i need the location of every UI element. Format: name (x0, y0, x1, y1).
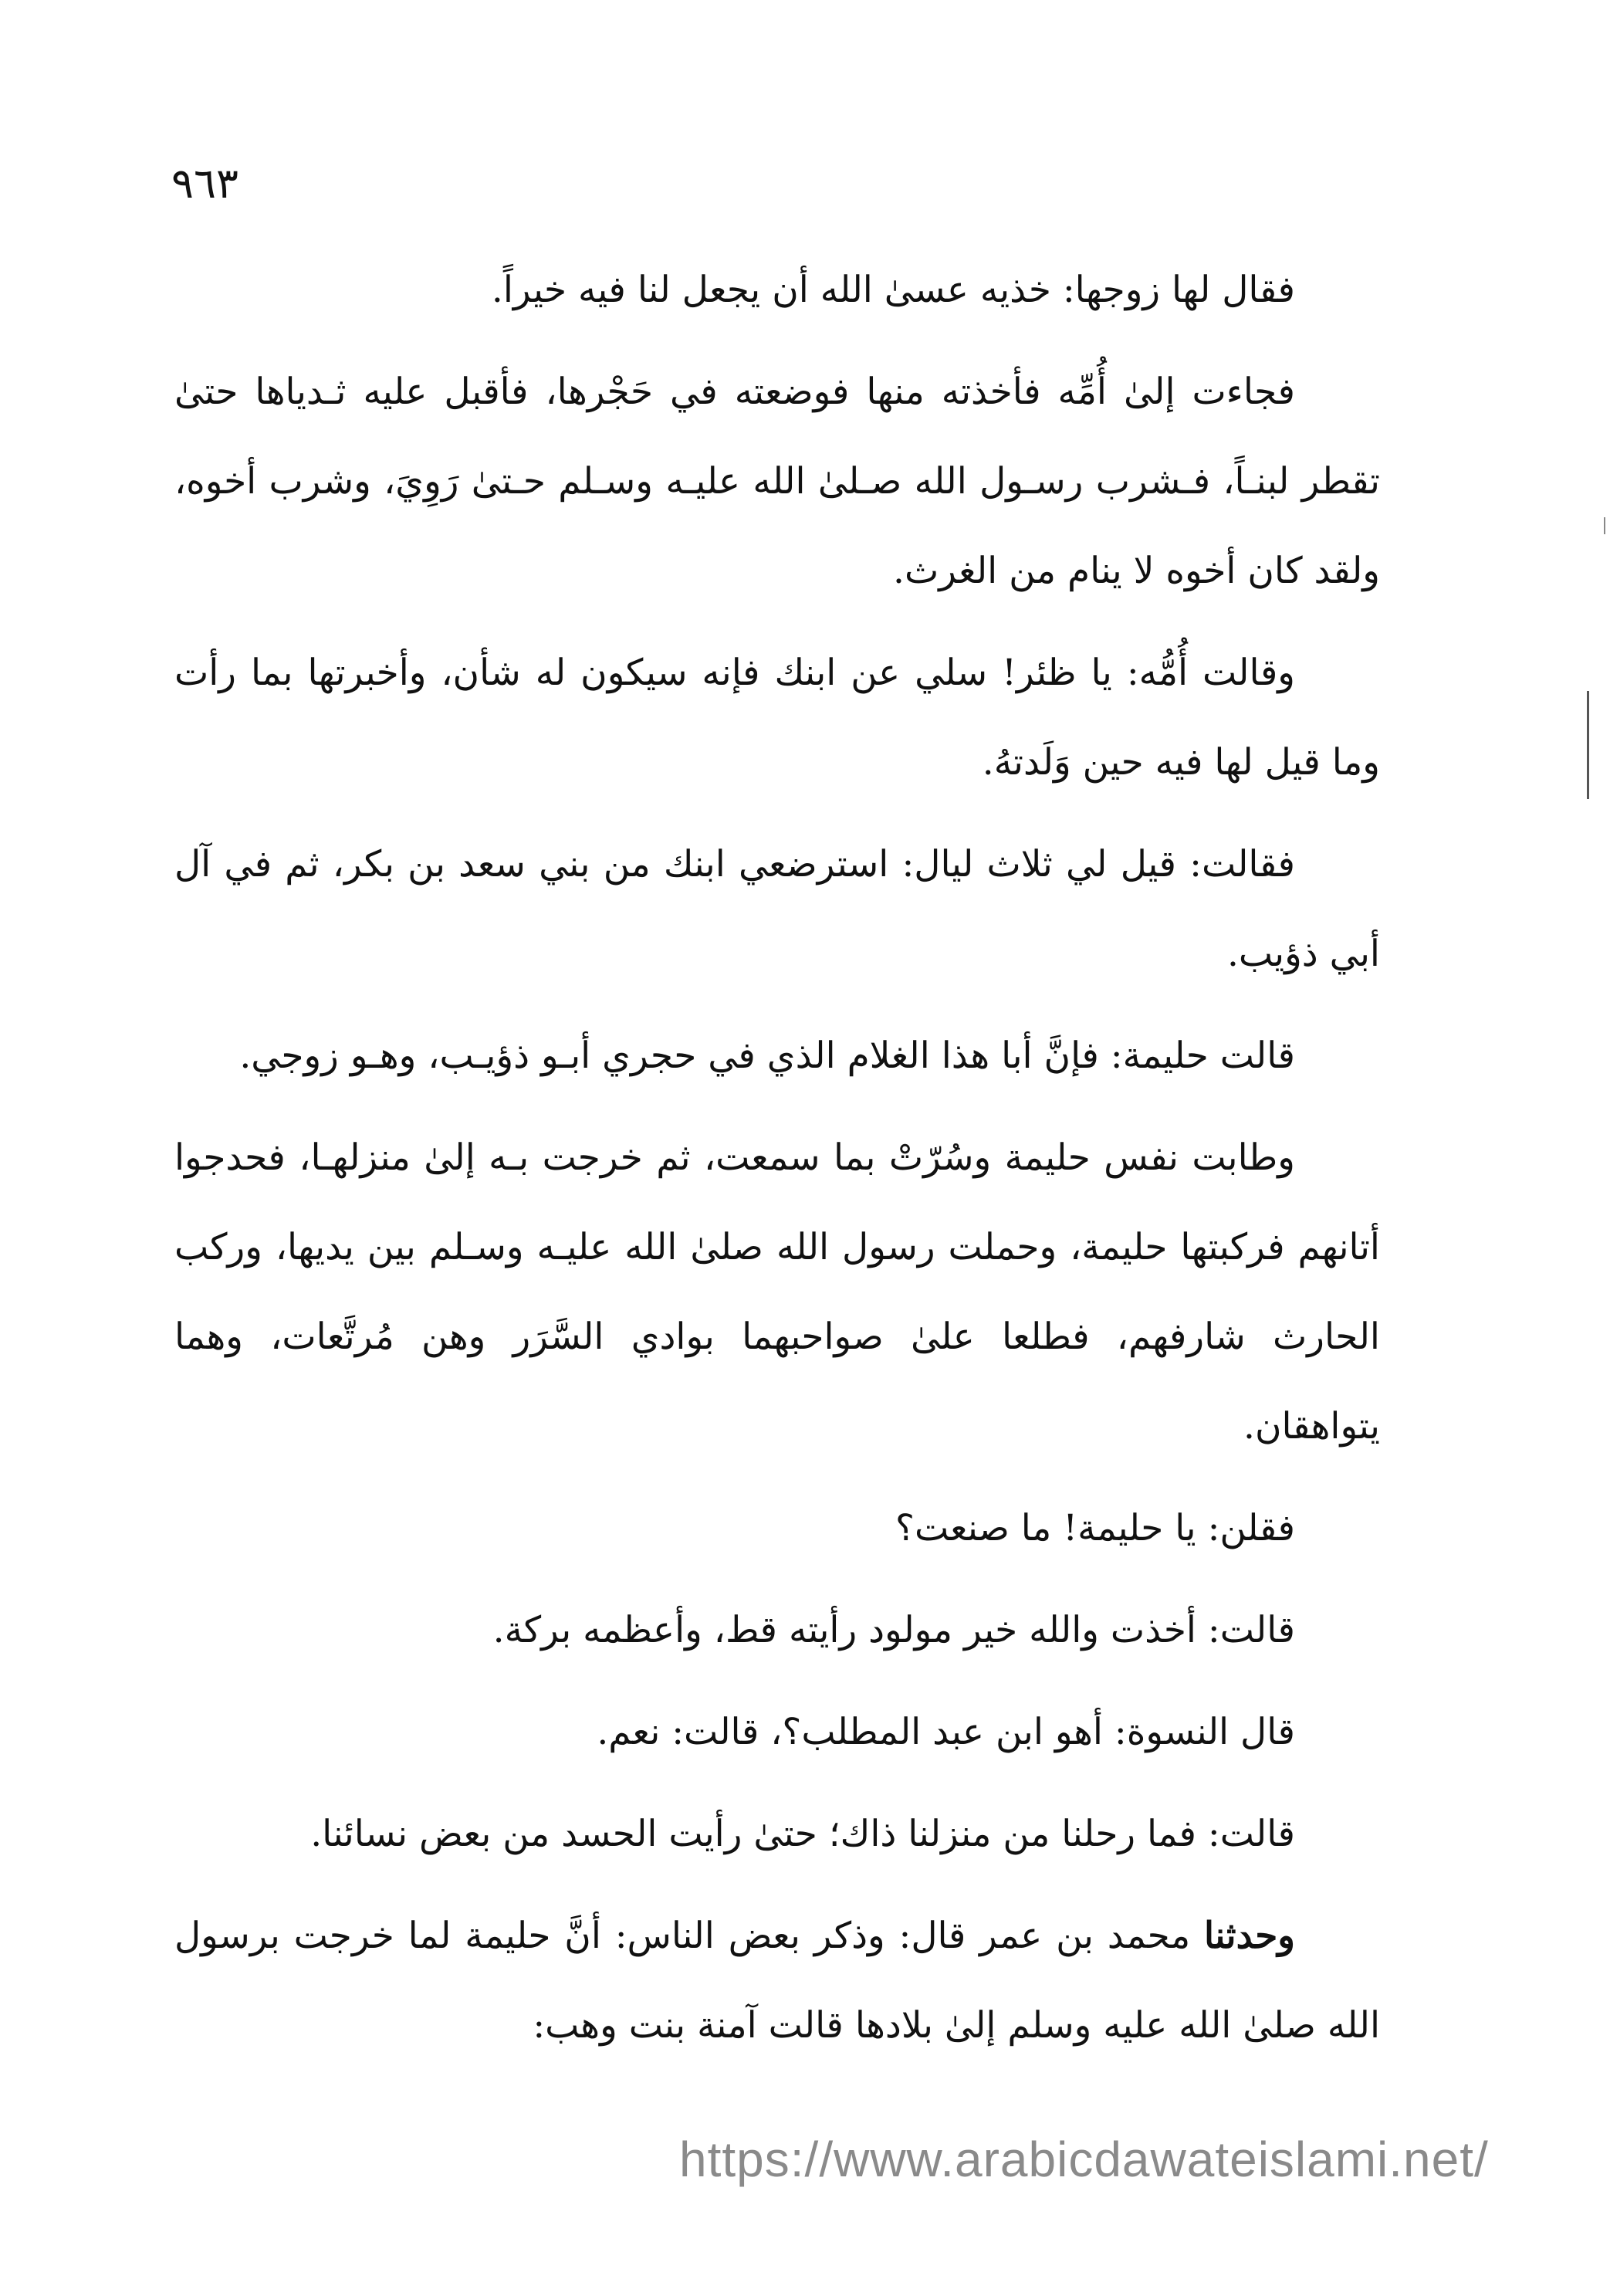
scan-margin-tick (1604, 517, 1605, 534)
paragraph-3: وقالت أُمُّه: يا ظئر! سلي عن ابنك فإنه سيكون له شأن، وأخبرتها بما رأت وما قيل لها فيه حين وَلَدتهُ. (174, 652, 1380, 784)
paragraph-7: فقلن: يا حليمة! ما صنعت؟ (895, 1507, 1295, 1549)
watermark-url: https://www.arabicdawateislami.net/ (679, 2132, 1489, 2187)
paragraph-1: فقال لها زوجها: خذيه عسىٰ الله أن يجعل لنا فيه خيراً. (491, 269, 1295, 311)
paragraph-10: قالت: فما رحلنا من منزلنا ذاك؛ حتىٰ رأيت الحسد من بعض نسائنا. (310, 1813, 1295, 1855)
paragraph-8: قالت: أخذت والله خير مولود رأيته قط، وأعظمه بركة. (492, 1609, 1295, 1651)
paragraph-11 (174, 1891, 1380, 2071)
page-number: ٩٦٣ (171, 159, 239, 208)
paragraph-9: قال النسوة: أهو ابن عبد المطلب؟، قالت: نعم. (597, 1711, 1295, 1753)
body-text (174, 246, 1380, 2071)
scan-margin-rule (1587, 691, 1589, 799)
paragraph-5: قالت حليمة: فإنَّ أبا هذا الغلام الذي في حجري أبـو ذؤيـب، وهـو زوجي. (239, 1035, 1295, 1077)
paragraph-6: وطابت نفس حليمة وسُرّتْ بما سمعت، ثم خرجت بـه إلىٰ منزلهـا، فحدجوا أتانهم فركبتها حليمة، وحملت رسول الله صلىٰ الله عليـه وسـلم بين يديها، وركب الحارث شارفهم، فطلعا علىٰ صواحبهما بوادي السَّرَر وهن مُرتَّعات، وهما يتواهقان. (174, 1136, 1380, 1448)
paragraph-4: فقالت: قيل لي ثلاث ليال: استرضعي ابنك من بني سعد بن بكر، ثم في آل أبي ذؤيب. (174, 843, 1380, 975)
paragraph-2: فجاءت إلىٰ أُمِّه فأخذته منها فوضعته في حَجْرها، فأقبل عليه ثـدياها حتىٰ تقطر لبنـاً، فـشرب رسـول الله صـلىٰ الله عليـه وسـلم حـتىٰ رَوِيَ، وشرب أخوه، ولقد كان أخوه لا ينام من الغرث. (174, 371, 1380, 592)
paragraph-11-lead: وحدثنا (1203, 1915, 1295, 1957)
paragraph-11-text: محمد بن عمر قال: وذكر بعض الناس: أنَّ حليمة لما خرجت برسول الله صلىٰ الله عليه وسلم إلىٰ بلادها قالت آمنة بنت وهب: (174, 1915, 1380, 2047)
